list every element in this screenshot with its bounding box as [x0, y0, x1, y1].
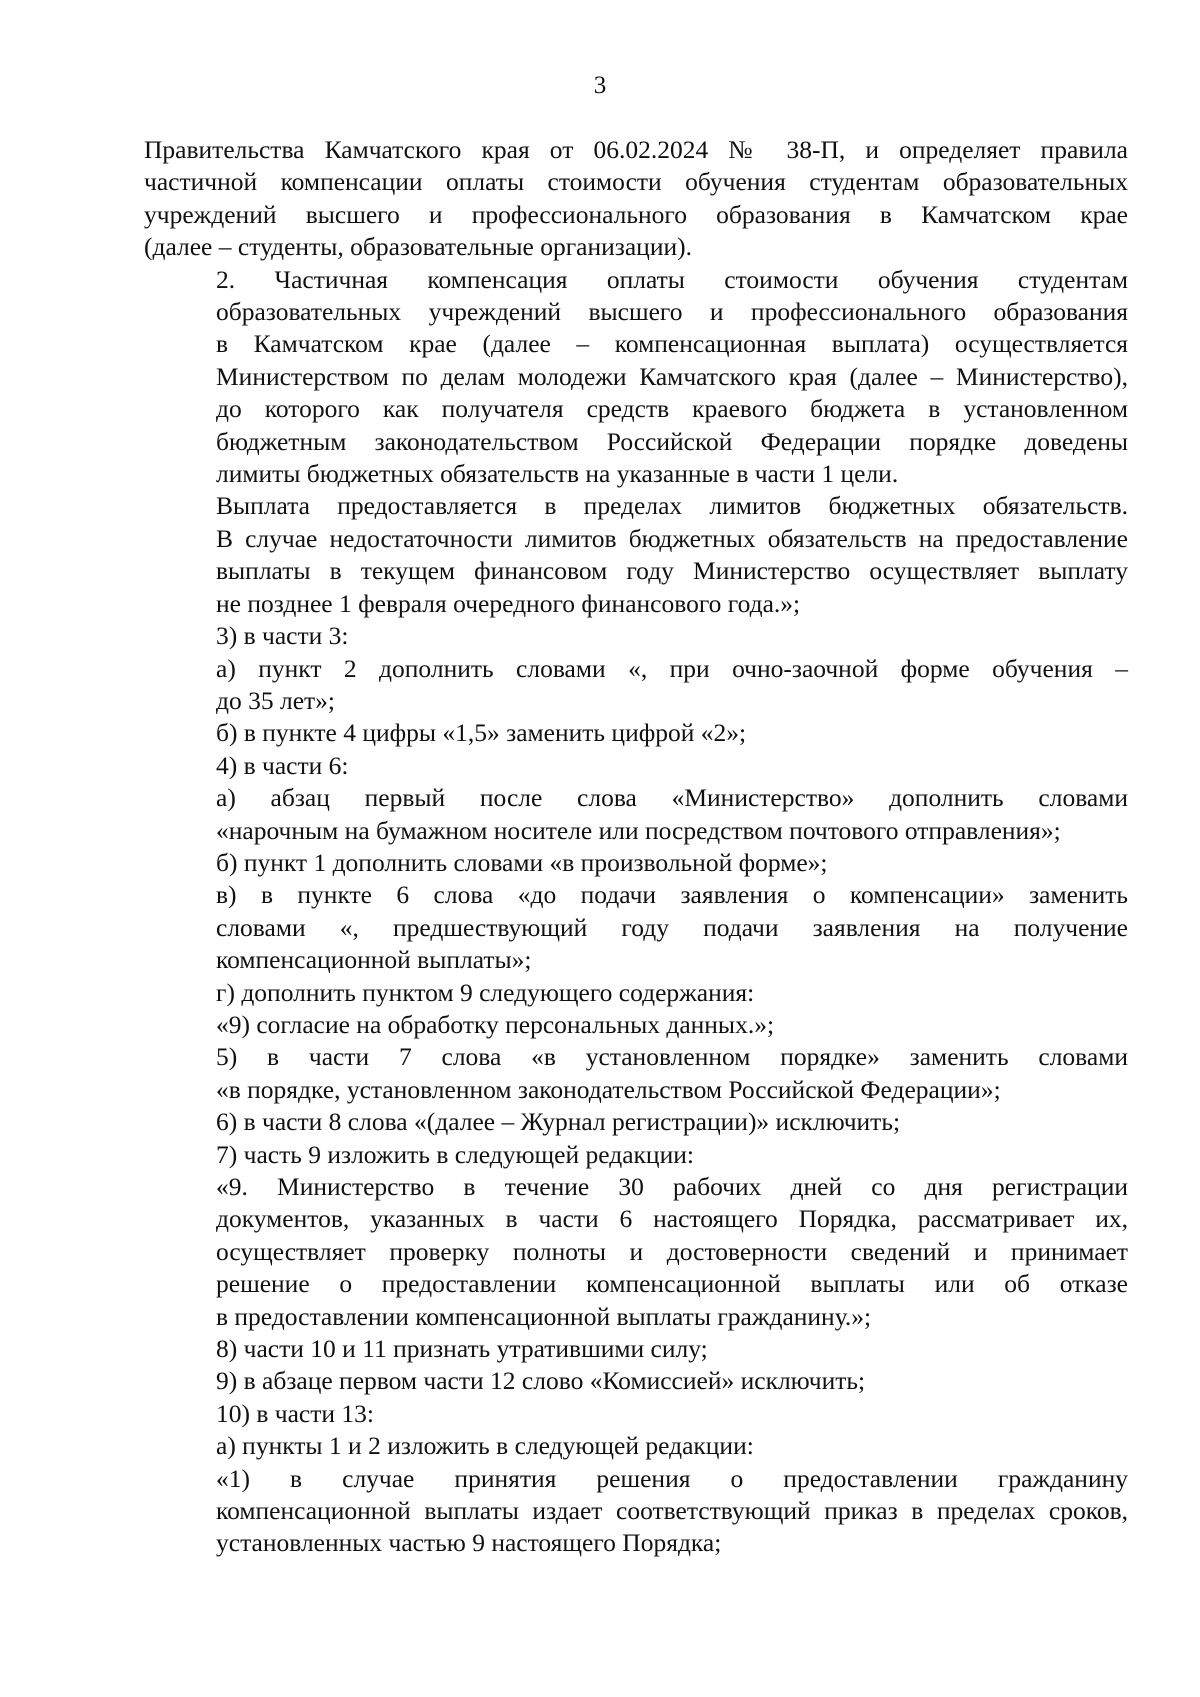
paragraph — [144, 490, 1128, 620]
text-line: образовательных учреждений высшего и профессионального образования — [216, 297, 1128, 327]
paragraph — [144, 620, 1128, 652]
paragraph — [144, 1106, 1128, 1138]
paragraph — [144, 1398, 1128, 1430]
text-line: 7) часть 9 изложить в следующей редакции: — [216, 1139, 694, 1169]
text-line: не позднее 1 февраля очередного финансового года.»; — [216, 588, 801, 618]
text-line: 2. Частичная компенсация оплаты стоимости обучения студентам — [216, 264, 1128, 294]
text-line: осуществляет проверку полноты и достоверности сведений и принимает — [216, 1236, 1128, 1266]
paragraph — [144, 264, 1128, 491]
paragraph — [144, 1463, 1128, 1560]
paragraph — [144, 750, 1128, 782]
text-line: 4) в части 6: — [216, 750, 349, 780]
paragraph — [144, 847, 1128, 879]
paragraph — [144, 1333, 1128, 1365]
text-line: словами «, предшествующий году подачи заявления на получение — [216, 912, 1128, 942]
paragraph — [144, 1139, 1128, 1171]
text-line: Правительства Камчатского края от 06.02.2024 № 38-П, и определяет правила — [144, 135, 1128, 164]
paragraph — [144, 879, 1128, 976]
text-line: 10) в части 13: — [216, 1398, 374, 1428]
text-line: б) в пункте 4 цифры «1,5» заменить цифрой «2»; — [216, 718, 747, 748]
text-line: В случае недостаточности лимитов бюджетных обязательств на предоставление — [216, 523, 1128, 553]
text-line: «нарочным на бумажном носителе или посредством почтового отправления»; — [216, 815, 1061, 845]
text-line: 5) в части 7 слова «в установленном порядке» заменить словами — [216, 1042, 1128, 1072]
paragraph — [144, 1009, 1128, 1041]
text-line: «1) в случае принятия решения о предоставлении гражданину — [216, 1463, 1128, 1493]
text-line: компенсационной выплаты»; — [216, 945, 532, 975]
paragraph — [144, 1171, 1128, 1333]
text-line: бюджетным законодательством Российской Федерации порядке доведены — [216, 426, 1128, 456]
text-line: «9. Министерство в течение 30 рабочих дней со дня регистрации — [216, 1172, 1128, 1201]
text-line: установленных частью 9 настоящего Порядка; — [216, 1528, 722, 1558]
text-line: документов, указанных в части 6 настоящего Порядка, рассматривает их, — [216, 1204, 1128, 1234]
paragraph — [144, 1365, 1128, 1397]
text-line: «в порядке, установленном законодательством Российской Федерации»; — [216, 1074, 1001, 1104]
paragraph — [144, 977, 1128, 1009]
paragraph — [144, 134, 1128, 264]
text-line: в) в пункте 6 слова «до подачи заявления о компенсации» заменить — [216, 880, 1128, 910]
text-line: Выплата предоставляется в пределах лимитов бюджетных обязательств. — [216, 491, 1128, 521]
text-line: 9) в абзаце первом части 12 слово «Комиссией» исключить; — [216, 1366, 866, 1396]
text-line: решение о предоставлении компенсационной выплаты или об отказе — [216, 1269, 1128, 1299]
text-line: а) абзац первый после слова «Министерство» дополнить словами — [216, 783, 1128, 813]
text-line: Министерством по делам молодежи Камчатского края (далее – Министерство), — [216, 361, 1128, 391]
text-line: лимиты бюджетных обязательств на указанные в части 1 цели. — [216, 459, 899, 489]
text-line: 6) в части 8 слова «(далее – Журнал регистрации)» исключить; — [216, 1107, 901, 1137]
paragraph — [144, 717, 1128, 749]
text-line: выплаты в текущем финансовом году Министерство осуществляет выплату — [216, 556, 1128, 586]
text-line: до 35 лет»; — [216, 685, 335, 715]
page-number: 3 — [593, 72, 607, 99]
text-line: «9) согласие на обработку персональных данных.»; — [216, 1009, 775, 1039]
text-line: (далее – студенты, образовательные организации). — [144, 232, 692, 262]
paragraph — [144, 782, 1128, 847]
paragraph — [144, 1041, 1128, 1106]
text-line: 8) части 10 и 11 признать утратившими силу; — [216, 1334, 708, 1364]
text-line: г) дополнить пунктом 9 следующего содержания: — [216, 977, 755, 1007]
text-line: в предоставлении компенсационной выплаты гражданину.»; — [216, 1301, 872, 1331]
paragraph — [144, 653, 1128, 718]
text-line: компенсационной выплаты издает соответствующий приказ в пределах сроков, — [216, 1496, 1128, 1526]
text-line: б) пункт 1 дополнить словами «в произвольной форме»; — [216, 847, 828, 877]
text-line: а) пункты 1 и 2 изложить в следующей редакции: — [216, 1431, 754, 1461]
text-line: 3) в части 3: — [216, 621, 349, 651]
document-body — [144, 134, 1128, 1560]
text-line: а) пункт 2 дополнить словами «, при очно-заочной форме обучения – — [216, 653, 1128, 683]
paragraph — [144, 1430, 1128, 1462]
text-line: в Камчатском крае (далее – компенсационная выплата) осуществляется — [216, 329, 1128, 359]
text-line: до которого как получателя средств краевого бюджета в установленном — [216, 394, 1128, 424]
text-line: учреждений высшего и профессионального образования в Камчатском крае — [144, 199, 1128, 229]
text-line: частичной компенсации оплаты стоимости обучения студентам образовательных — [144, 167, 1128, 197]
